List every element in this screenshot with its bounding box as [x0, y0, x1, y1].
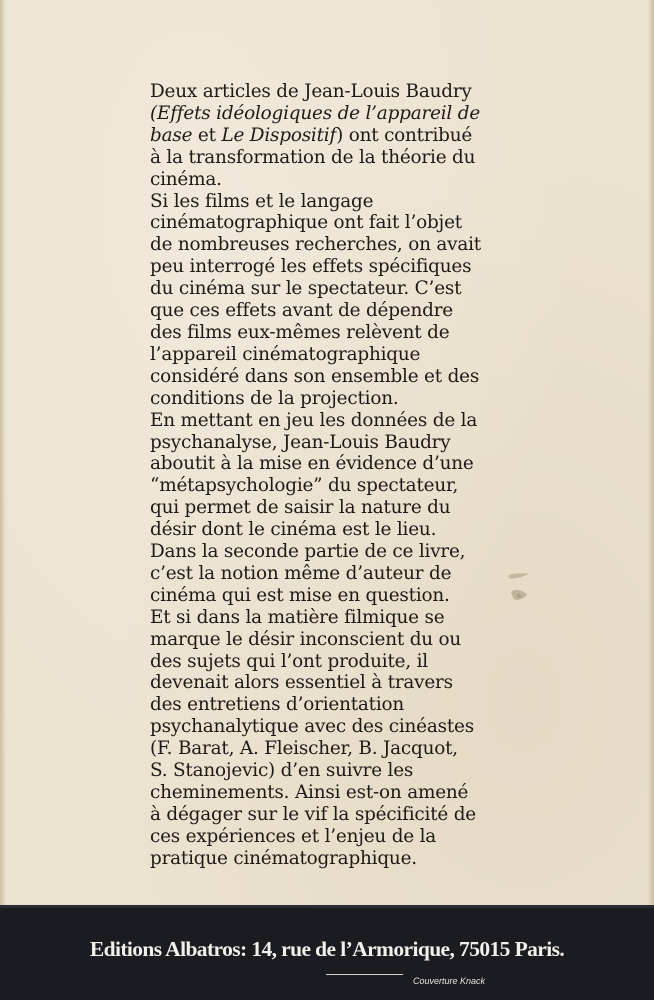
text-run: et [192, 124, 222, 146]
text-run: ces expériences et l’enjeu de la [150, 825, 437, 847]
text-run: cinématographique ont fait l’objet [150, 212, 462, 234]
text-run: En mettant en jeu les données de la [150, 409, 478, 431]
text-run: que ces effets avant de dépendre [150, 300, 453, 322]
text-run: “métapsychologie” du spectateur, [150, 475, 459, 497]
blurb-line [150, 81, 522, 103]
text-run: Dans la seconde partie de ce livre, [150, 541, 466, 563]
text-run: psychanalyse, Jean-Louis Baudry [150, 431, 451, 453]
blurb-line [150, 563, 522, 585]
text-run: de nombreuses recherches, on avait [150, 234, 481, 256]
blurb-line [150, 432, 522, 454]
blurb-line [150, 366, 522, 388]
blurb-line [150, 804, 522, 826]
blurb-line [150, 103, 522, 125]
text-run: c’est la notion même d’auteur de [150, 562, 452, 584]
blurb-line [150, 147, 522, 169]
blurb-line [150, 191, 522, 213]
blurb-line [150, 234, 522, 256]
blurb-line [150, 475, 522, 497]
text-run: considéré dans son ensemble et des [150, 365, 480, 387]
text-run: peu interrogé les effets spécifiques [150, 256, 472, 278]
blurb-line [150, 410, 522, 432]
blurb-line [150, 848, 522, 870]
blurb-line [150, 344, 522, 366]
paper-edge-right [648, 0, 654, 905]
text-run: cinéma qui est mise en question. [150, 584, 450, 606]
italic-title-run: base [150, 124, 193, 146]
blurb-line [150, 826, 522, 848]
blurb-line [150, 278, 522, 300]
blurb-paragraph [150, 410, 522, 541]
blurb-paragraph [150, 81, 522, 191]
blurb-line [150, 519, 522, 541]
blurb-line [150, 541, 522, 563]
blurb-line [150, 694, 522, 716]
blurb-line [150, 782, 522, 804]
text-run: psychanalytique avec des cinéastes [150, 716, 474, 738]
italic-title-run: Le Dispositif [221, 124, 337, 146]
text-run: cinéma. [150, 168, 222, 190]
text-run: aboutit à la mise en évidence d’une [150, 453, 474, 475]
paper-edge-left [0, 0, 6, 905]
text-run: à la transformation de la théorie du [150, 146, 476, 168]
text-run: Si les films et le langage [150, 190, 374, 212]
blurb-paragraph [150, 607, 522, 870]
blurb-paragraph [150, 191, 522, 410]
blurb-line [150, 629, 522, 651]
text-run: Deux articles de Jean-Louis Baudry [150, 81, 472, 102]
text-run: (F. Barat, A. Fleischer, B. Jacquot, [150, 738, 458, 760]
blurb-line [150, 453, 522, 475]
blurb-text [150, 81, 522, 870]
italic-title-run: (Effets idéologiques de l’appareil de [150, 102, 481, 124]
blurb-line [150, 738, 522, 760]
blurb-line [150, 212, 522, 234]
text-run: pratique cinématographique. [150, 847, 417, 869]
text-run: ) ont contribué [336, 124, 473, 146]
blurb-paragraph [150, 541, 522, 607]
blurb-line [150, 388, 522, 410]
blurb-line [150, 322, 522, 344]
credit-rule [326, 974, 403, 975]
blurb-line [150, 497, 522, 519]
blurb-line [150, 300, 522, 322]
blurb-line [150, 125, 522, 147]
text-run: l’appareil cinématographique [150, 343, 421, 365]
text-run: des films eux-mêmes relèvent de [150, 321, 450, 343]
blurb-line [150, 651, 522, 673]
text-run: qui permet de saisir la nature du [150, 497, 451, 519]
text-run: marque le désir inconscient du ou [150, 628, 462, 650]
text-run: des sujets qui l’ont produite, il [150, 650, 428, 672]
text-run: S. Stanojevic) d’en suivre les [150, 760, 414, 782]
text-run: cheminements. Ainsi est-on amené [150, 782, 469, 803]
paper-smudge [505, 568, 533, 608]
text-run: à dégager sur le vif la spécificité de [150, 803, 476, 825]
text-run: Et si dans la matière filmique se [150, 606, 445, 628]
blurb-line [150, 672, 522, 694]
blurb-line [150, 760, 522, 782]
blurb-line [150, 607, 522, 629]
blurb-line [150, 716, 522, 738]
blurb-line [150, 585, 522, 607]
text-run: conditions de la projection. [150, 387, 399, 409]
cover-credit: Couverture Knack [413, 976, 486, 986]
blurb-line [150, 256, 522, 278]
text-run: désir dont le cinéma est le lieu. [150, 519, 437, 541]
text-run: devenait alors essentiel à travers [150, 672, 453, 694]
text-run: des entretiens d’orientation [150, 694, 405, 716]
text-run: du cinéma sur le spectateur. C’est [150, 278, 462, 300]
blurb-line [150, 169, 522, 191]
publisher-address: Editions Albatros: 14, rue de l’Armorique, 75015 Paris. [89, 937, 565, 961]
